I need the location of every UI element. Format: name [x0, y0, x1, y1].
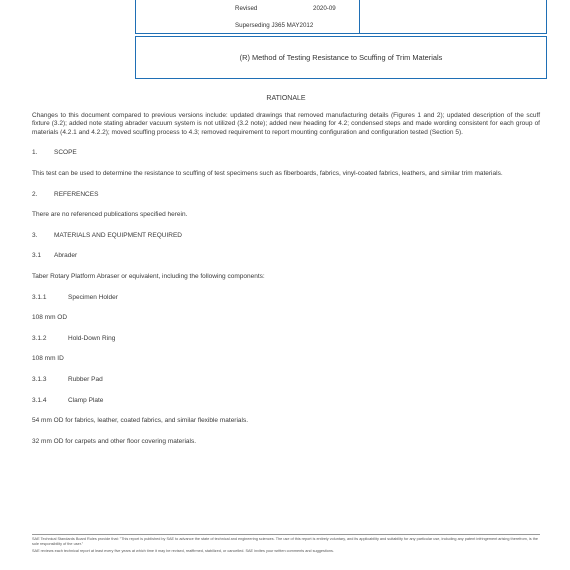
- section-title: MATERIALS AND EQUIPMENT REQUIRED: [54, 231, 182, 239]
- section-number: 3.: [32, 231, 38, 239]
- subsection-number: 3.1: [32, 252, 42, 260]
- specimen-holder-text: 108 mm OD: [32, 314, 68, 322]
- component-number: 3.1.1: [32, 293, 47, 301]
- revised-label: Revised: [235, 5, 258, 12]
- section-heading-scope: [32, 149, 540, 158]
- revised-value: 2020-09: [313, 5, 336, 12]
- section-number: 2.: [32, 190, 38, 198]
- hold-down-ring-text: 108 mm ID: [32, 355, 64, 363]
- footer-line-2: SAE reviews each technical report at least every five years at which time it may be revised, reaffirmed, stabilized, or cancelled. SAE invites your written comments and suggestions.: [32, 549, 334, 553]
- document-title: (R) Method of Testing Resistance to Scuffing of Trim Materials: [135, 36, 547, 79]
- scope-text: This test can be used to determine the resistance to scuffing of test specimens such as fiberboards, fabrics, vinyl-coated fabrics, leathers, and similar trim materials.: [32, 169, 503, 177]
- section-heading-references: [32, 191, 540, 200]
- component-number: 3.1.4: [32, 396, 47, 404]
- component-heading-rubber-pad: [32, 376, 540, 385]
- superseding-label: Superseding J365 MAY2012: [235, 22, 314, 29]
- component-heading-hold-down-ring: [32, 335, 540, 344]
- footer-rule: [32, 534, 540, 535]
- rationale-text: Changes to this document compared to previous versions include: updated drawings that removed manufacturing details (Figures 1 and 2); updated description of the scuff fixture (3.2); added note stating abrader vacuum system is not utilized (3.2 note); added new heading for 4.2; condensed steps and made wording consistent for each group of materials (4.2.1 and 4.2.2); moved scuffing process to 4.3; removed requirement to report mounting configuration and configuration tested (Section 5).: [32, 111, 540, 136]
- section-title: REFERENCES: [54, 190, 99, 198]
- clamp-plate-text: 54 mm OD for fabrics, leather, coated fabrics, and similar flexible materials.: [32, 417, 249, 425]
- footer-line-1: SAE Technical Standards Board Rules provide that: "This report is published by SAE to advance the state of technical and engineering sciences. The use of this report is entirely voluntary, and its applicability and suitability for any particular use, including any patent infringement arising therefrom, is the sole responsibility of the user.": [32, 537, 538, 546]
- document-body: [32, 95, 540, 458]
- header-divider: [359, 0, 360, 33]
- abrader-text: Taber Rotary Platform Abraser or equivalent, including the following components:: [32, 272, 265, 280]
- component-title: Specimen Holder: [68, 293, 118, 301]
- component-title: Clamp Plate: [68, 396, 104, 404]
- document-header-box: [135, 0, 547, 34]
- component-number: 3.1.2: [32, 334, 47, 342]
- component-number: 3.1.3: [32, 375, 47, 383]
- footer-notice: [32, 537, 540, 556]
- section-heading-materials: [32, 232, 540, 241]
- component-title: Rubber Pad: [68, 375, 103, 383]
- rationale-heading: RATIONALE: [266, 95, 306, 102]
- references-text: There are no referenced publications specified herein.: [32, 211, 188, 219]
- section-title: SCOPE: [54, 149, 77, 157]
- subsection-heading-abrader: [32, 252, 540, 261]
- component-heading-clamp-plate: [32, 397, 540, 406]
- subsection-title: Abrader: [54, 252, 78, 260]
- carpet-clamp-text: 32 mm OD for carpets and other floor covering materials.: [32, 437, 197, 445]
- section-number: 1.: [32, 149, 38, 157]
- component-heading-specimen-holder: [32, 294, 540, 303]
- component-title: Hold-Down Ring: [68, 334, 116, 342]
